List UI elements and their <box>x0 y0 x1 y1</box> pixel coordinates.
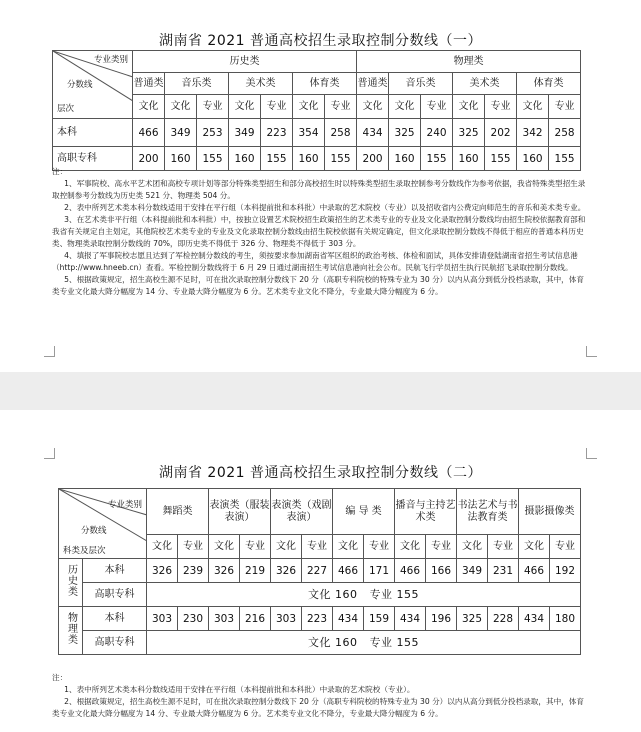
score-cell: 228 <box>488 607 519 631</box>
corner-label-category: 专业类别 <box>107 500 142 510</box>
score-cell: 155 <box>197 147 229 171</box>
note-item: 1、军事院校、高水平艺术团和高校专项计划等部分特殊类型招生和部分高校招生时以特殊类型招生录取控制参考分数线作为参考依据，我省特殊类型招生录取控制参考分数线为历史类 521 分、物理类 504 分。 <box>52 179 586 200</box>
sub-header: 专业 <box>549 95 581 119</box>
score-cell: 160 <box>293 147 325 171</box>
row-label: 本科 <box>83 559 147 583</box>
score-cell: 349 <box>457 559 488 583</box>
score-cell: 349 <box>165 119 197 147</box>
score-cell: 196 <box>426 607 457 631</box>
score-cell: 231 <box>488 559 519 583</box>
row-label: 高职专科 <box>83 583 147 607</box>
category-header: 体育类 <box>517 73 581 95</box>
corner-label-category: 专业类别 <box>93 55 128 65</box>
score-cell: 155 <box>261 147 293 171</box>
sub-header: 文化 <box>133 95 165 119</box>
sub-header: 文化 <box>271 535 302 559</box>
category-header: 书法艺术与书法教育类 <box>457 489 519 535</box>
score-cell: 155 <box>549 147 581 171</box>
category-header: 体育类 <box>293 73 357 95</box>
score-cell: 155 <box>485 147 517 171</box>
group-label-text: 物理类 <box>65 612 77 645</box>
category-header: 舞蹈类 <box>147 489 209 535</box>
score-cell: 466 <box>395 559 426 583</box>
score-cell: 180 <box>550 607 581 631</box>
sub-header: 文化 <box>147 535 178 559</box>
corner-label-score: 分数线 <box>81 526 107 536</box>
note-item: 3、在艺术类非平行组（本科提前批和本科批）中，按独立设置艺术院校招生政策招生的艺术类专业的专业及文化录取控制分数线均由招生院校依据教育部和我省有关规定自主划定，其他院校艺术类专业的专业及文化录取控制分数线由招生院校依据有关规定确定，但文化录取控制分数线不得低于相应的普通本科历史类、物理类录取控制分数线的 70%，即历史类不得低于 326 分、物理类不得低于 303 分。 <box>52 215 586 248</box>
score-cell: 326 <box>209 559 240 583</box>
category-header: 摄影摄像类 <box>519 489 581 535</box>
category-header: 表演类（戏剧表演） <box>271 489 333 535</box>
row-label: 本科 <box>53 119 133 147</box>
score-cell: 155 <box>421 147 453 171</box>
score-cell: 159 <box>364 607 395 631</box>
score-cell: 200 <box>133 147 165 171</box>
score-cell: 160 <box>389 147 421 171</box>
score-cell: 325 <box>453 119 485 147</box>
note-item: 5、根据政策规定，招生高校生源不足时，可在批次录取控制分数线下 20 分（高职专科院校的特殊专业为 30 分）以内从高分到低分投档录取，其中，体育类专业文化最大降分幅度为 14 分、专业最大降分幅度为 6 分。艺术类专业文化不降分，专业最大降分幅度为 6 分。 <box>52 275 584 296</box>
sub-header: 文化 <box>395 535 426 559</box>
score-table-2 <box>58 488 581 655</box>
merged-major-score: 专业 155 <box>369 587 419 601</box>
score-cell: 166 <box>426 559 457 583</box>
sub-header: 专业 <box>325 95 357 119</box>
score-cell: 160 <box>517 147 549 171</box>
corner-label-level: 科类及层次 <box>63 546 106 556</box>
sub-header: 专业 <box>302 535 333 559</box>
note-item: 1、表中所列艺术类本科分数线适用于安排在平行组（本科提前批和本科批）中录取的艺术院校（专业）。 <box>64 685 415 694</box>
category-header: 普通类 <box>133 73 165 95</box>
sub-header: 专业 <box>550 535 581 559</box>
category-header: 美术类 <box>453 73 517 95</box>
page-corner-mark <box>586 346 597 357</box>
score-cell: 230 <box>178 607 209 631</box>
sub-header: 专业 <box>488 535 519 559</box>
score-cell: 160 <box>229 147 261 171</box>
score-cell: 253 <box>197 119 229 147</box>
table-row-physics-undergrad <box>59 607 581 631</box>
score-cell: 303 <box>209 607 240 631</box>
document-page-2 <box>0 410 641 732</box>
score-cell: 192 <box>550 559 581 583</box>
page-title: 湖南省 2021 普通高校招生录取控制分数线（一） <box>158 33 483 49</box>
score-cell: 466 <box>133 119 165 147</box>
notes-section-1 <box>52 166 590 298</box>
table-corner-header <box>59 489 147 559</box>
merged-culture-score: 文化 160 <box>308 587 358 601</box>
group-header-history: 历史类 <box>133 51 357 73</box>
note-item: 2、表中所列艺术类本科分数线适用于安排在平行组（本科提前批和本科批）中录取的艺术院校（专业）以及招收省内公费定向师范生的音乐和美术类专业。 <box>64 203 586 212</box>
score-cell: 160 <box>453 147 485 171</box>
score-cell: 342 <box>517 119 549 147</box>
table-row-physics-vocational <box>59 631 581 655</box>
page-title: 湖南省 2021 普通高校招生录取控制分数线（二） <box>158 465 483 481</box>
score-cell: 303 <box>147 607 178 631</box>
score-cell: 354 <box>293 119 325 147</box>
page-corner-mark <box>44 448 55 459</box>
note-item: 2、根据政策规定，招生高校生源不足时，可在批次录取控制分数线下 20 分（高职专科院校的特殊专业为 30 分）以内从高分到低分投档录取，其中，体育类专业文化最大降分幅度为 14 分、专业最大降分幅度为 6 分。艺术类专业文化不降分，专业最大降分幅度为 6 分。 <box>52 697 584 718</box>
sub-header: 文化 <box>165 95 197 119</box>
category-header: 音乐类 <box>165 73 229 95</box>
score-cell: 434 <box>519 607 550 631</box>
notes-lead: 注： <box>52 673 68 682</box>
category-header: 表演类（服装表演） <box>209 489 271 535</box>
category-header: 音乐类 <box>389 73 453 95</box>
group-label-history <box>59 559 83 607</box>
merged-score-cell <box>147 631 581 655</box>
score-cell: 326 <box>147 559 178 583</box>
score-cell: 466 <box>333 559 364 583</box>
sub-header: 文化 <box>357 95 389 119</box>
group-label-physics <box>59 607 83 655</box>
score-cell: 466 <box>519 559 550 583</box>
score-cell: 349 <box>229 119 261 147</box>
table-corner-header <box>53 51 133 119</box>
sub-header: 文化 <box>519 535 550 559</box>
corner-label-level: 层次 <box>57 104 75 114</box>
score-cell: 326 <box>271 559 302 583</box>
page-corner-mark <box>586 448 597 459</box>
score-cell: 325 <box>457 607 488 631</box>
sub-header: 文化 <box>209 535 240 559</box>
score-cell: 200 <box>357 147 389 171</box>
score-table-1 <box>52 50 581 171</box>
score-cell: 216 <box>240 607 271 631</box>
score-cell: 219 <box>240 559 271 583</box>
sub-header: 专业 <box>178 535 209 559</box>
score-cell: 325 <box>389 119 421 147</box>
sub-header: 文化 <box>333 535 364 559</box>
score-cell: 240 <box>421 119 453 147</box>
sub-header: 专业 <box>261 95 293 119</box>
score-cell: 258 <box>325 119 357 147</box>
category-header: 美术类 <box>229 73 293 95</box>
sub-header: 专业 <box>426 535 457 559</box>
sub-header: 文化 <box>293 95 325 119</box>
score-cell: 223 <box>302 607 333 631</box>
row-label: 高职专科 <box>83 631 147 655</box>
sub-header: 专业 <box>364 535 395 559</box>
sub-header: 专业 <box>485 95 517 119</box>
corner-label-score: 分数线 <box>67 80 93 90</box>
score-cell: 155 <box>325 147 357 171</box>
notes-section-2 <box>52 672 590 720</box>
table-row-history-undergrad <box>59 559 581 583</box>
sub-header: 专业 <box>240 535 271 559</box>
score-cell: 171 <box>364 559 395 583</box>
score-cell: 223 <box>261 119 293 147</box>
page-gap <box>0 372 641 410</box>
sub-header: 文化 <box>229 95 261 119</box>
sub-header: 专业 <box>197 95 229 119</box>
category-header: 播音与主持艺术类 <box>395 489 457 535</box>
score-cell: 227 <box>302 559 333 583</box>
group-label-text: 历史类 <box>65 564 77 597</box>
table-row-history-vocational <box>59 583 581 607</box>
sub-header: 文化 <box>453 95 485 119</box>
merged-culture-score: 文化 160 <box>308 635 358 649</box>
sub-header: 文化 <box>457 535 488 559</box>
score-cell: 239 <box>178 559 209 583</box>
score-cell: 160 <box>165 147 197 171</box>
category-header: 编 导 类 <box>333 489 395 535</box>
score-cell: 303 <box>271 607 302 631</box>
merged-score-cell <box>147 583 581 607</box>
sub-header: 文化 <box>517 95 549 119</box>
score-cell: 434 <box>357 119 389 147</box>
row-label: 本科 <box>83 607 147 631</box>
notes-lead: 注： <box>52 167 68 176</box>
score-cell: 258 <box>549 119 581 147</box>
score-cell: 202 <box>485 119 517 147</box>
merged-major-score: 专业 155 <box>369 635 419 649</box>
category-header: 普通类 <box>357 73 389 95</box>
note-item: 4、填报了军事院校志愿且达到了军检控制分数线的考生，须按要求参加湖南省军区组织的政治考核、体检和面试，具体安排请登陆湖南省招生考试信息港（http://www.hneeb.cn）查看。军检控制分数线将于 6 月 29 日通过湖南招生考试信息港向社会公布。民航飞行学员招生执行民航招飞录取控制分数线。 <box>52 251 578 272</box>
table-row-undergrad <box>53 119 581 147</box>
score-cell: 434 <box>333 607 364 631</box>
row-label: 高职专科 <box>53 147 133 171</box>
score-cell: 434 <box>395 607 426 631</box>
page-corner-mark <box>44 346 55 357</box>
sub-header: 专业 <box>421 95 453 119</box>
sub-header: 文化 <box>389 95 421 119</box>
group-header-physics: 物理类 <box>357 51 581 73</box>
